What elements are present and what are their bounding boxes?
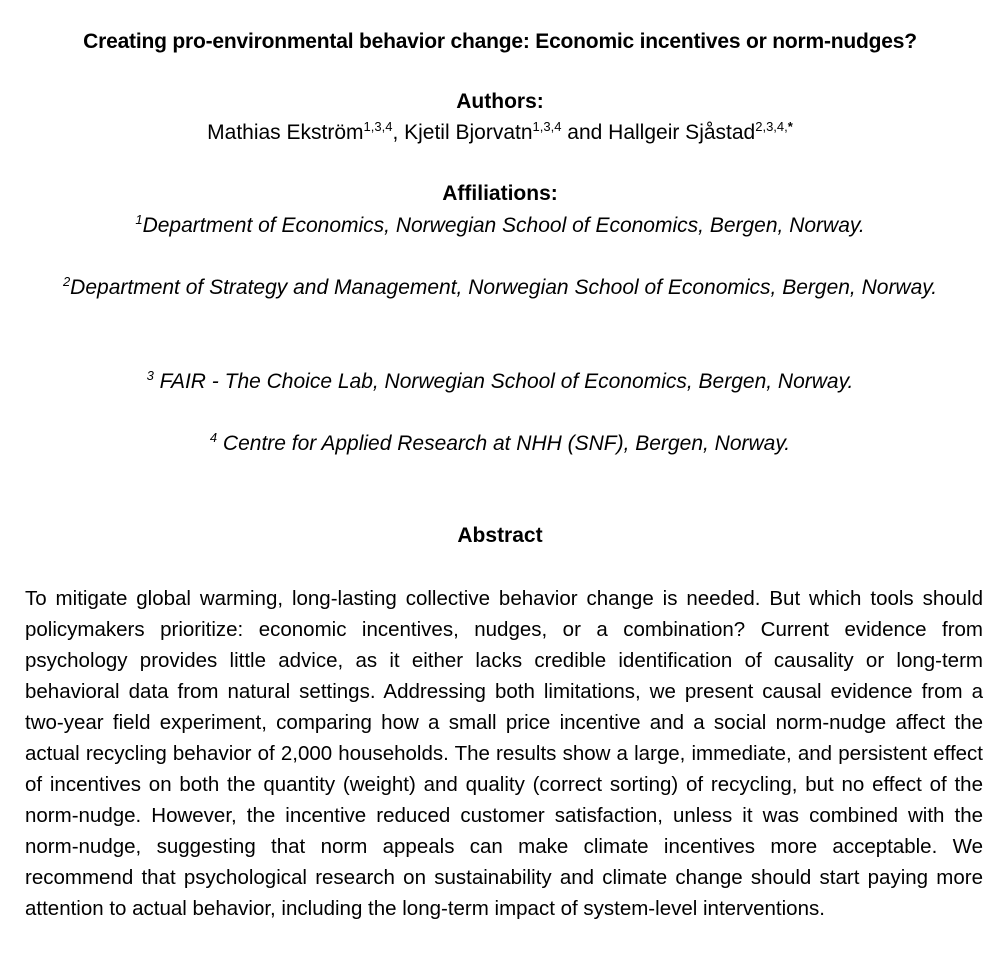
- corresponding-author-marker: *: [787, 119, 793, 134]
- author-name: Mathias Ekström: [207, 121, 364, 144]
- affiliation-item: [60, 428, 940, 459]
- abstract-text: To mitigate global warming, long-lasting collective behavior change is needed. But which tools should policymakers prioritize: economic incentives, nudges, or a combination? Current evidence from psychology provides little advice, as it either lacks credible identification of causality or long-term behavioral data from natural settings. Addressing both limitations, we present causal evidence from a two-year field experiment, comparing how a small price incentive and a social norm-nudge affect the actual recycling behavior of 2,000 households. The results show a large, immediate, and persistent effect of incentives on both the quantity (weight) and quality (correct sorting) of recycling, but no effect of the norm-nudge. However, the incentive reduced customer satisfaction, unless it was combined with the norm-nudge, suggesting that norm appeals can make climate incentives more acceptable. We recommend that psychological research on sustainability and climate change should start paying more attention to actual behavior, including the long-term impact of system-level interventions.: [25, 587, 983, 920]
- affiliation-item: [60, 272, 940, 303]
- affiliation-number: 1: [135, 212, 143, 227]
- affiliation-text: Department of Strategy and Management, Norwegian School of Economics, Bergen, Norway.: [70, 276, 938, 299]
- authors-list: [0, 119, 1000, 147]
- author-affiliation-marks: 1,3,4: [363, 119, 393, 134]
- abstract-heading: Abstract: [457, 524, 543, 547]
- author-name: Kjetil Bjorvatn: [404, 121, 533, 144]
- affiliation-number: 4: [209, 430, 218, 445]
- affiliation-text: Centre for Applied Research at NHH (SNF), Bergen, Norway.: [217, 432, 791, 455]
- author-affiliation-marks: 1,3,4: [532, 119, 562, 134]
- authors-heading: Authors:: [456, 90, 544, 113]
- affiliations-heading: Affiliations:: [442, 182, 558, 205]
- author-affiliation-marks: 2,3,4,: [755, 119, 788, 134]
- affiliation-item: [60, 210, 940, 241]
- paper-title: Creating pro-environmental behavior change: Economic incentives or norm-nudges?: [83, 30, 917, 53]
- affiliation-text: Department of Economics, Norwegian School of Economics, Bergen, Norway.: [142, 214, 865, 237]
- author-name: Hallgeir Sjåstad: [608, 121, 756, 144]
- author-separator: and: [561, 121, 609, 144]
- affiliation-number: 3: [146, 368, 154, 383]
- affiliation-text: FAIR - The Choice Lab, Norwegian School of Economics, Bergen, Norway.: [153, 370, 854, 393]
- author-separator: ,: [392, 121, 405, 144]
- affiliation-number: 2: [62, 274, 71, 289]
- affiliation-item: [60, 366, 940, 397]
